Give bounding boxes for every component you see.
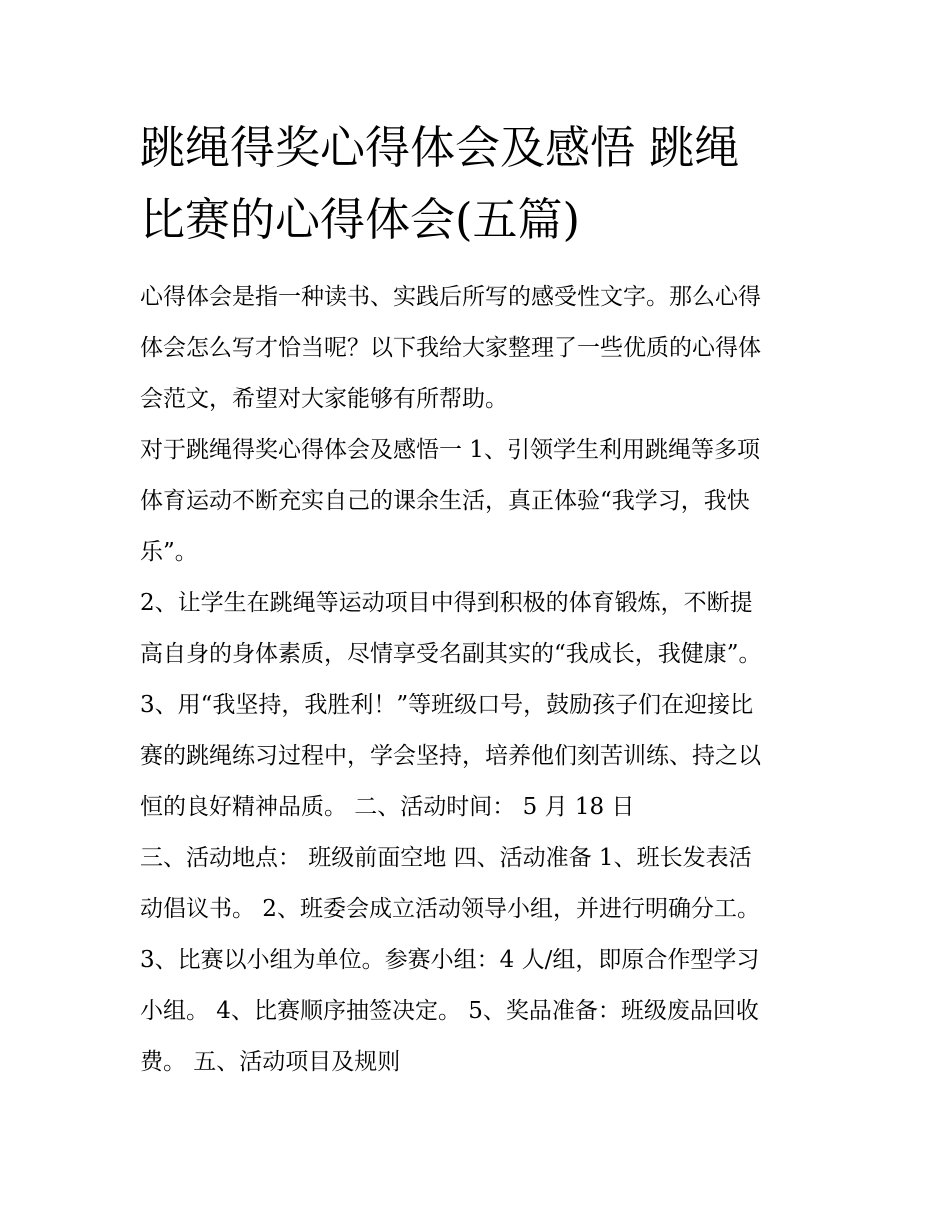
paragraph-intro: 心得体会是指一种读书、实践后所写的感受性文字。那么心得 体会怎么写才恰当呢？以下我给大家整理了一些优质的心得体 会范文，希望对大家能够有所帮助。: [140, 284, 761, 412]
paragraph-place-prep: 三、活动地点： 班级前面空地 四、活动准备 1、班长发表活 动倡议书。 2、班委会成立活动领导小组，并进行明确分工。: [140, 845, 760, 922]
document-title: 跳绳得奖心得体会及感悟 跳绳 比赛的心得体会(五篇): [140, 121, 740, 246]
paragraph-rules: 3、比赛以小组为单位。参赛小组：4 人/组，即原合作型学习 小组。 4、比赛顺序抽签决定。 5、奖品准备：班级废品回收 费。 五、活动项目及规则: [140, 947, 760, 1075]
paragraph-goal-3-time: 3、用“我坚持，我胜利！”等班级口号，鼓励孩子们在迎接比 赛的跳绳练习过程中，学会坚持，培养他们刻苦训练、持之以 恒的良好精神品质。 二、活动时间： 5 月 18 日: [140, 692, 761, 820]
paragraph-goal-1: 对于跳绳得奖心得体会及感悟一 1、引领学生利用跳绳等多项 体育运动不断充实自己的课余生活，真正体验“我学习，我快 乐”。: [140, 437, 760, 565]
paragraph-goal-2: 2、让学生在跳绳等运动项目中得到积极的体育锻炼，不断提 高自身的身体素质，尽情享受名副其实的“我成长，我健康”。: [140, 590, 762, 667]
document-content: [140, 112, 812, 1088]
document-body: [140, 272, 812, 1088]
